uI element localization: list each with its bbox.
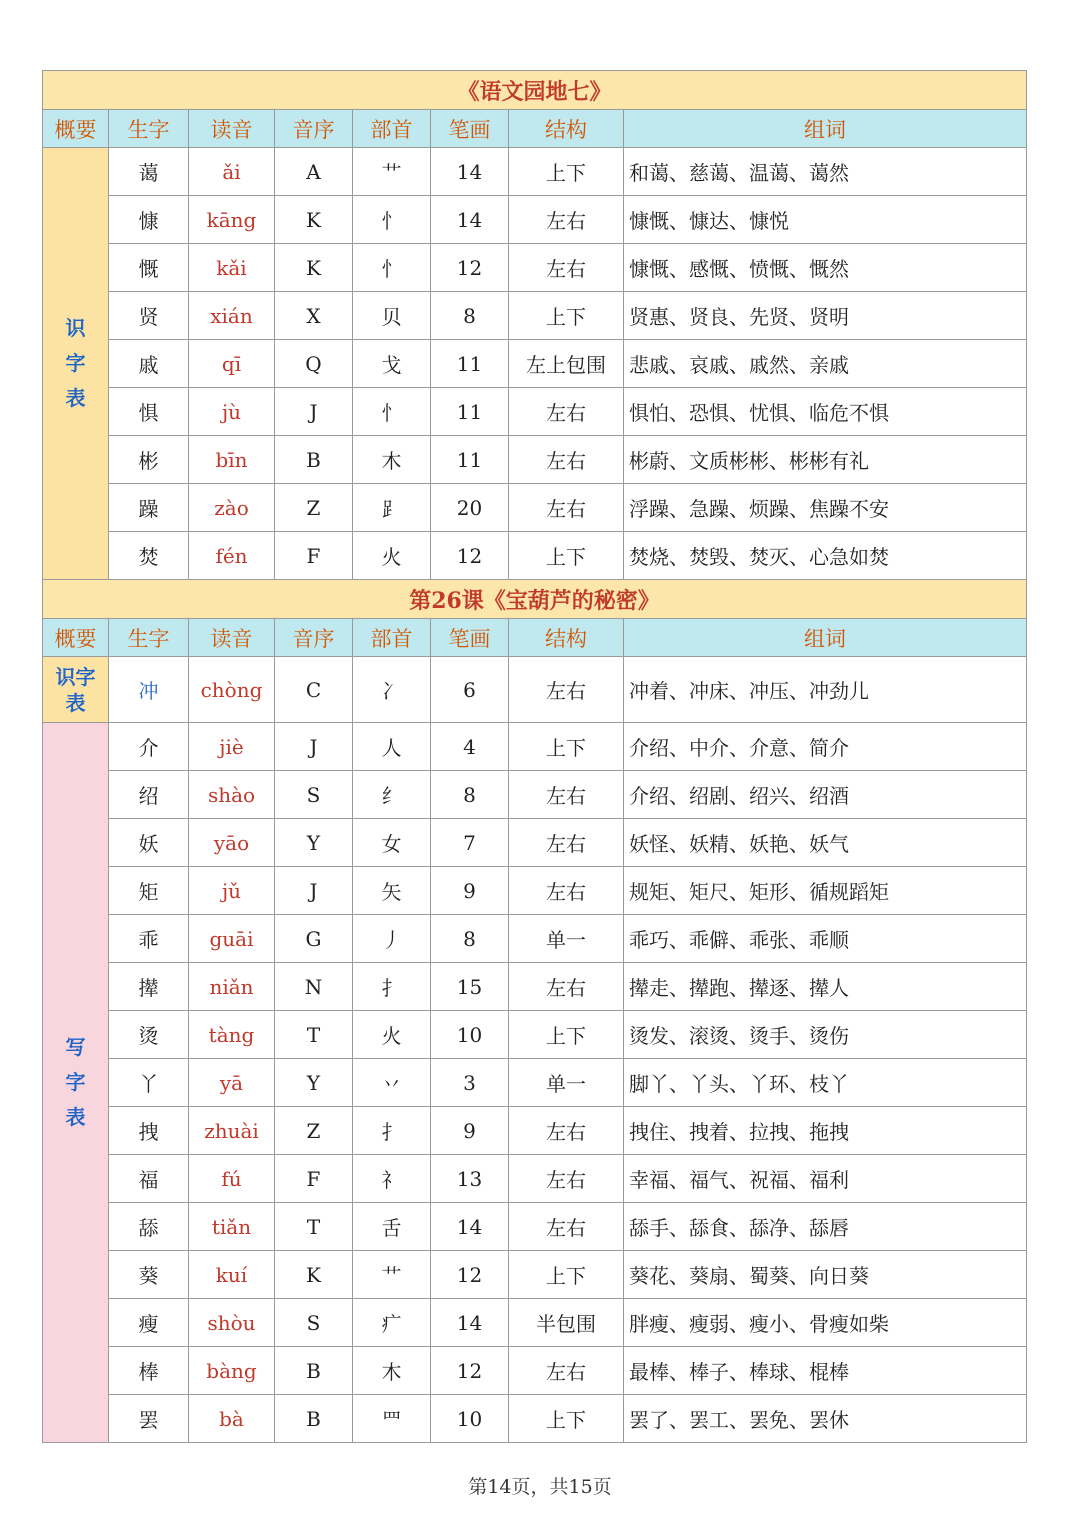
cell-radical: 舌 [353,1203,431,1251]
cell-pinyin: niǎn [189,963,275,1011]
cell-words: 胖瘦、瘦弱、瘦小、骨瘦如柴 [624,1299,1027,1347]
vocab-table [42,70,1027,1443]
cell-initial: J [275,867,353,915]
cell-radical: 冫 [353,657,431,723]
cell-words: 悲戚、哀戚、戚然、亲戚 [624,340,1027,388]
cell-initial: Y [275,1059,353,1107]
cell-pinyin: jiè [189,723,275,771]
cell-initial: F [275,1155,353,1203]
cell-words: 惧怕、恐惧、忧惧、临危不惧 [624,388,1027,436]
column-header: 概要 [43,619,109,657]
cell-strokes: 9 [431,1107,509,1155]
cell-strokes: 14 [431,1299,509,1347]
cell-strokes: 8 [431,292,509,340]
cell-structure: 半包围 [509,1299,624,1347]
cell-pinyin: qī [189,340,275,388]
cell-initial: A [275,148,353,196]
cell-character: 慨 [109,244,189,292]
column-header: 组词 [624,619,1027,657]
section-title: 《语文园地七》 [43,71,1027,110]
table-row [43,148,1027,196]
cell-pinyin: xián [189,292,275,340]
cell-structure: 左右 [509,867,624,915]
cell-initial: K [275,196,353,244]
column-header: 组词 [624,110,1027,148]
cell-strokes: 11 [431,388,509,436]
column-header: 读音 [189,619,275,657]
cell-words: 幸福、福气、祝福、福利 [624,1155,1027,1203]
cell-initial: B [275,1395,353,1443]
section-title-row [43,71,1027,110]
cell-strokes: 10 [431,1011,509,1059]
cell-radical: 火 [353,1011,431,1059]
table-row [43,1107,1027,1155]
cell-initial: N [275,963,353,1011]
cell-pinyin: zào [189,484,275,532]
cell-initial: X [275,292,353,340]
cell-words: 葵花、葵扇、蜀葵、向日葵 [624,1251,1027,1299]
cell-radical: 戈 [353,340,431,388]
cell-pinyin: zhuài [189,1107,275,1155]
cell-radical: 疒 [353,1299,431,1347]
table-row [43,1059,1027,1107]
cell-radical: 礻 [353,1155,431,1203]
table-row [43,1395,1027,1443]
page-footer: 第14页，共15页 [468,1476,612,1498]
cell-pinyin: bīn [189,436,275,484]
table-row [43,484,1027,532]
cell-initial: Q [275,340,353,388]
cell-strokes: 3 [431,1059,509,1107]
cell-radical: 艹 [353,1251,431,1299]
cell-initial: Z [275,484,353,532]
section-title: 第26课《宝葫芦的秘密》 [43,580,1027,619]
cell-initial: G [275,915,353,963]
cell-structure: 左右 [509,436,624,484]
table-row [43,657,1027,723]
cell-structure: 左右 [509,244,624,292]
cell-strokes: 11 [431,436,509,484]
cell-pinyin: kǎi [189,244,275,292]
cell-initial: J [275,388,353,436]
column-header: 读音 [189,110,275,148]
cell-character: 拽 [109,1107,189,1155]
cell-pinyin: bàng [189,1347,275,1395]
cell-character: 罢 [109,1395,189,1443]
column-header: 生字 [109,619,189,657]
table-row [43,292,1027,340]
cell-character: 撵 [109,963,189,1011]
cell-pinyin: chòng [189,657,275,723]
cell-strokes: 12 [431,1347,509,1395]
cell-pinyin: guāi [189,915,275,963]
cell-strokes: 4 [431,723,509,771]
cell-initial: S [275,771,353,819]
cell-radical: ⻊ [353,484,431,532]
cell-initial: T [275,1203,353,1251]
cell-pinyin: bà [189,1395,275,1443]
cell-structure: 左右 [509,1107,624,1155]
cell-radical: 罒 [353,1395,431,1443]
table-row [43,1347,1027,1395]
table-row [43,1299,1027,1347]
cell-character: 乖 [109,915,189,963]
cell-structure: 左上包围 [509,340,624,388]
cell-radical: 木 [353,436,431,484]
column-header: 部首 [353,619,431,657]
cell-structure: 左右 [509,963,624,1011]
column-header: 音序 [275,110,353,148]
cell-words: 撵走、撵跑、撵逐、撵人 [624,963,1027,1011]
cell-structure: 单一 [509,915,624,963]
group-label: 识字表 [43,657,109,723]
cell-radical: 女 [353,819,431,867]
cell-words: 脚丫、丫头、丫环、枝丫 [624,1059,1027,1107]
cell-initial: S [275,1299,353,1347]
cell-strokes: 15 [431,963,509,1011]
cell-character: 瘦 [109,1299,189,1347]
cell-words: 冲着、冲床、冲压、冲劲儿 [624,657,1027,723]
column-header: 部首 [353,110,431,148]
cell-strokes: 7 [431,819,509,867]
cell-pinyin: fú [189,1155,275,1203]
cell-character: 戚 [109,340,189,388]
table-row [43,723,1027,771]
cell-strokes: 14 [431,1203,509,1251]
column-header: 笔画 [431,110,509,148]
cell-radical: 艹 [353,148,431,196]
cell-words: 舔手、舔食、舔净、舔唇 [624,1203,1027,1251]
table-row [43,244,1027,292]
cell-strokes: 6 [431,657,509,723]
cell-strokes: 8 [431,771,509,819]
column-header: 结构 [509,619,624,657]
cell-radical: 纟 [353,771,431,819]
cell-structure: 上下 [509,1011,624,1059]
cell-character: 冲 [109,657,189,723]
cell-character: 贤 [109,292,189,340]
cell-initial: B [275,1347,353,1395]
cell-initial: F [275,532,353,580]
cell-structure: 左右 [509,388,624,436]
column-header: 结构 [509,110,624,148]
cell-initial: B [275,436,353,484]
cell-words: 拽住、拽着、拉拽、拖拽 [624,1107,1027,1155]
cell-initial: K [275,244,353,292]
cell-character: 葵 [109,1251,189,1299]
cell-pinyin: jù [189,388,275,436]
cell-structure: 左右 [509,484,624,532]
cell-strokes: 13 [431,1155,509,1203]
cell-words: 慷慨、慷达、慷悦 [624,196,1027,244]
column-header: 生字 [109,110,189,148]
table-row [43,196,1027,244]
cell-structure: 左右 [509,1347,624,1395]
cell-pinyin: ǎi [189,148,275,196]
cell-initial: C [275,657,353,723]
cell-pinyin: fén [189,532,275,580]
cell-character: 彬 [109,436,189,484]
cell-initial: J [275,723,353,771]
table-row [43,771,1027,819]
cell-strokes: 12 [431,1251,509,1299]
cell-words: 乖巧、乖僻、乖张、乖顺 [624,915,1027,963]
cell-radical: 扌 [353,963,431,1011]
cell-radical: 人 [353,723,431,771]
cell-radical: 矢 [353,867,431,915]
cell-structure: 上下 [509,292,624,340]
cell-character: 焚 [109,532,189,580]
section-title-row [43,580,1027,619]
table-row [43,1203,1027,1251]
cell-pinyin: jǔ [189,867,275,915]
cell-structure: 上下 [509,1251,624,1299]
cell-radical: 扌 [353,1107,431,1155]
table-row [43,340,1027,388]
cell-character: 介 [109,723,189,771]
cell-strokes: 11 [431,340,509,388]
cell-initial: Y [275,819,353,867]
table-row [43,436,1027,484]
cell-words: 介绍、绍剧、绍兴、绍酒 [624,771,1027,819]
cell-strokes: 12 [431,532,509,580]
cell-structure: 上下 [509,532,624,580]
cell-initial: K [275,1251,353,1299]
table-row [43,1011,1027,1059]
column-header: 音序 [275,619,353,657]
cell-pinyin: yāo [189,819,275,867]
cell-words: 贤惠、贤良、先贤、贤明 [624,292,1027,340]
cell-character: 惧 [109,388,189,436]
cell-character: 慷 [109,196,189,244]
table-row [43,867,1027,915]
cell-pinyin: shòu [189,1299,275,1347]
cell-character: 烫 [109,1011,189,1059]
cell-radical: 忄 [353,388,431,436]
cell-pinyin: tàng [189,1011,275,1059]
cell-words: 妖怪、妖精、妖艳、妖气 [624,819,1027,867]
cell-character: 蔼 [109,148,189,196]
cell-pinyin: tiǎn [189,1203,275,1251]
table-row [43,532,1027,580]
cell-radical: 丷 [353,1059,431,1107]
cell-words: 罢了、罢工、罢免、罢休 [624,1395,1027,1443]
table-row [43,388,1027,436]
cell-pinyin: kuí [189,1251,275,1299]
cell-words: 和蔼、慈蔼、温蔼、蔼然 [624,148,1027,196]
cell-words: 慷慨、感慨、愤慨、慨然 [624,244,1027,292]
group-label: 写字表 [43,723,109,1443]
cell-character: 棒 [109,1347,189,1395]
cell-structure: 左右 [509,771,624,819]
header-row [43,619,1027,657]
cell-strokes: 9 [431,867,509,915]
cell-radical: 木 [353,1347,431,1395]
group-label: 识字表 [43,148,109,580]
cell-strokes: 8 [431,915,509,963]
cell-initial: T [275,1011,353,1059]
cell-radical: 忄 [353,244,431,292]
cell-words: 介绍、中介、介意、简介 [624,723,1027,771]
cell-words: 彬蔚、文质彬彬、彬彬有礼 [624,436,1027,484]
cell-structure: 左右 [509,1155,624,1203]
cell-structure: 左右 [509,657,624,723]
cell-strokes: 14 [431,148,509,196]
table-row [43,1251,1027,1299]
cell-words: 最棒、棒子、棒球、棍棒 [624,1347,1027,1395]
cell-structure: 左右 [509,1203,624,1251]
cell-character: 躁 [109,484,189,532]
cell-words: 烫发、滚烫、烫手、烫伤 [624,1011,1027,1059]
column-header: 笔画 [431,619,509,657]
cell-radical: 贝 [353,292,431,340]
table-row [43,1155,1027,1203]
cell-character: 妖 [109,819,189,867]
header-row [43,110,1027,148]
cell-structure: 左右 [509,196,624,244]
cell-character: 丫 [109,1059,189,1107]
table-row [43,963,1027,1011]
cell-radical: 丿 [353,915,431,963]
cell-character: 舔 [109,1203,189,1251]
cell-initial: Z [275,1107,353,1155]
cell-pinyin: shào [189,771,275,819]
cell-pinyin: kāng [189,196,275,244]
cell-words: 焚烧、焚毁、焚灭、心急如焚 [624,532,1027,580]
cell-structure: 上下 [509,1395,624,1443]
cell-radical: 火 [353,532,431,580]
table-row [43,915,1027,963]
cell-words: 浮躁、急躁、烦躁、焦躁不安 [624,484,1027,532]
cell-structure: 上下 [509,723,624,771]
cell-pinyin: yā [189,1059,275,1107]
cell-structure: 单一 [509,1059,624,1107]
cell-strokes: 10 [431,1395,509,1443]
cell-strokes: 14 [431,196,509,244]
table-row [43,819,1027,867]
cell-structure: 左右 [509,819,624,867]
cell-character: 福 [109,1155,189,1203]
cell-words: 规矩、矩尺、矩形、循规蹈矩 [624,867,1027,915]
cell-character: 绍 [109,771,189,819]
cell-strokes: 20 [431,484,509,532]
cell-strokes: 12 [431,244,509,292]
cell-character: 矩 [109,867,189,915]
cell-radical: 忄 [353,196,431,244]
cell-structure: 上下 [509,148,624,196]
column-header: 概要 [43,110,109,148]
